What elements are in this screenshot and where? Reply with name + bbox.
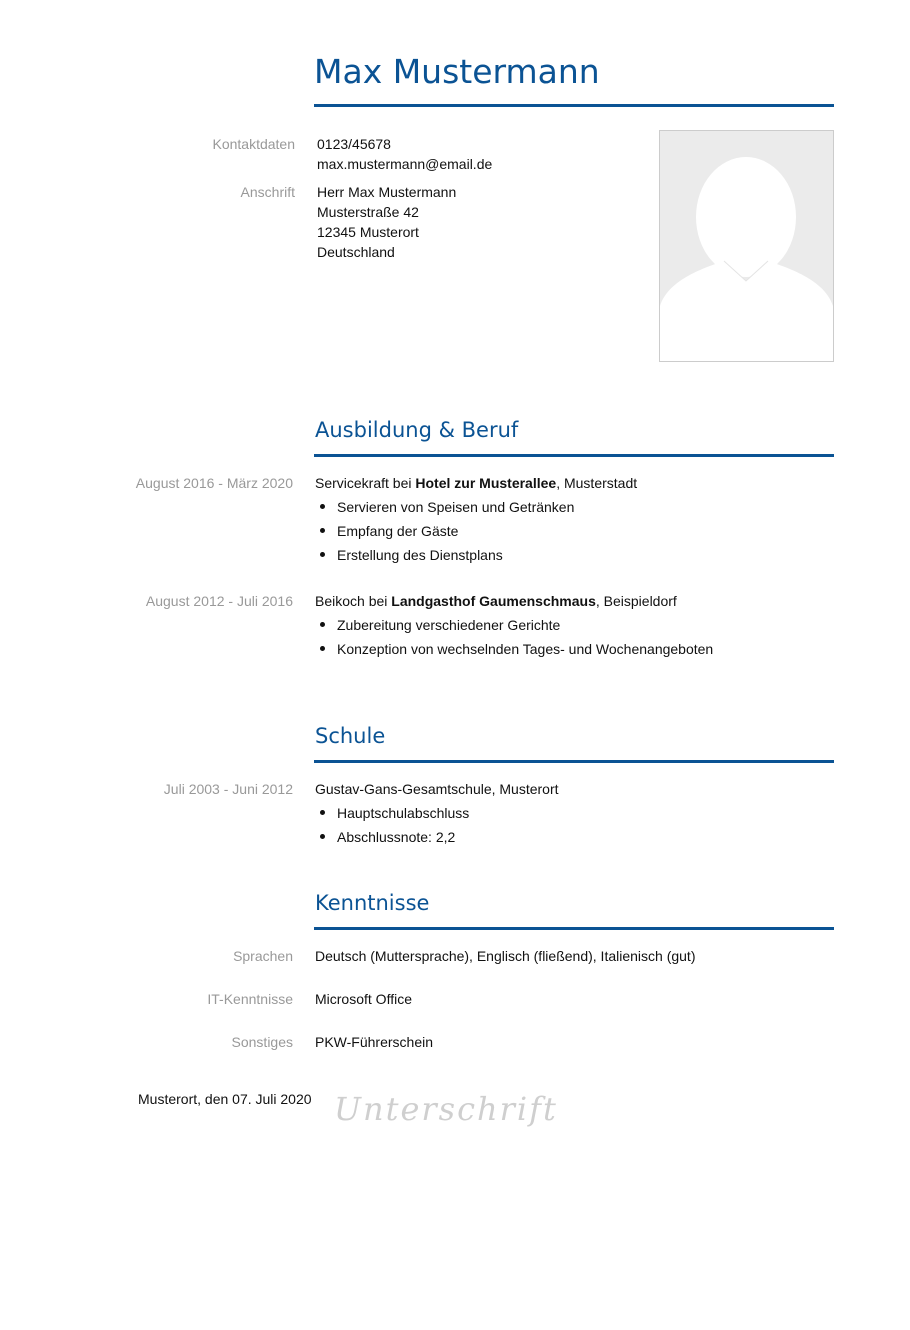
skill-label: IT-Kenntnisse bbox=[207, 991, 293, 1007]
work-period: August 2012 - Juli 2016 bbox=[145, 593, 293, 609]
skill-label: Sprachen bbox=[233, 948, 293, 964]
list-item: Abschlussnote: 2,2 bbox=[315, 825, 469, 849]
school-bullet-list bbox=[315, 801, 469, 849]
list-item: Servieren von Speisen und Getränken bbox=[315, 495, 574, 519]
section-divider bbox=[314, 760, 834, 763]
signature: Unterschrift bbox=[334, 1090, 558, 1128]
address-label: Anschrift bbox=[240, 184, 295, 200]
address-line: 12345 Musterort bbox=[317, 224, 419, 240]
place-date: Musterort, den 07. Juli 2020 bbox=[138, 1091, 312, 1107]
work-period: August 2016 - März 2020 bbox=[135, 475, 293, 491]
contact-phone: 0123/45678 bbox=[317, 136, 391, 152]
work-title: Servicekraft bei Hotel zur Musterallee, Musterstadt bbox=[315, 475, 638, 491]
work-bullet-list bbox=[315, 613, 713, 661]
list-item: Konzeption von wechselnden Tages- und Wochenangeboten bbox=[315, 637, 713, 661]
list-item: Hauptschulabschluss bbox=[315, 801, 469, 825]
section-title-skills: Kenntnisse bbox=[315, 891, 430, 915]
section-title-school: Schule bbox=[315, 724, 386, 748]
list-item: Empfang der Gäste bbox=[315, 519, 574, 543]
section-title-work: Ausbildung & Beruf bbox=[315, 418, 519, 442]
contact-label: Kontaktdaten bbox=[212, 136, 295, 152]
section-divider bbox=[314, 927, 834, 930]
list-item: Zubereitung verschiedener Gerichte bbox=[315, 613, 713, 637]
skill-value: Microsoft Office bbox=[315, 991, 412, 1007]
address-line: Deutschland bbox=[317, 244, 395, 260]
employer-name: Landgasthof Gaumenschmaus bbox=[391, 593, 596, 609]
profile-photo-placeholder bbox=[659, 130, 834, 362]
contact-email: max.mustermann@email.de bbox=[317, 156, 493, 172]
avatar-silhouette-icon bbox=[660, 131, 833, 361]
section-divider bbox=[314, 454, 834, 457]
skill-value: PKW-Führerschein bbox=[315, 1034, 434, 1050]
skill-label: Sonstiges bbox=[231, 1034, 293, 1050]
address-line: Musterstraße 42 bbox=[317, 204, 419, 220]
work-bullet-list bbox=[315, 495, 574, 567]
school-period: Juli 2003 - Juni 2012 bbox=[163, 781, 293, 797]
employer-name: Hotel zur Musterallee bbox=[415, 475, 557, 491]
header-divider bbox=[314, 104, 834, 107]
address-line: Herr Max Mustermann bbox=[317, 184, 457, 200]
work-title: Beikoch bei Landgasthof Gaumenschmaus, Beispieldorf bbox=[315, 593, 677, 609]
cv-name-title: Max Mustermann bbox=[314, 52, 600, 91]
school-institution: Gustav-Gans-Gesamtschule, Musterort bbox=[315, 781, 559, 797]
skill-value: Deutsch (Muttersprache), Englisch (fließend), Italienisch (gut) bbox=[315, 948, 696, 964]
list-item: Erstellung des Dienstplans bbox=[315, 543, 574, 567]
